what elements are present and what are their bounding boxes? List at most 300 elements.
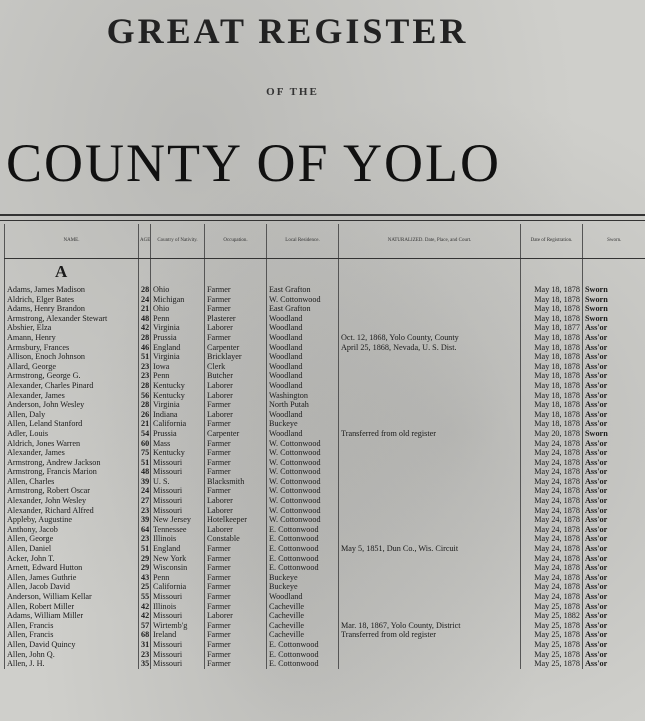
cell-country: Penn [151,314,205,324]
section-letter-row [5,259,645,286]
table-row [5,429,645,439]
cell-oath: Ass'or [583,477,645,487]
cell-residence: Woodland [267,314,339,324]
cell-occupation: Laborer [205,611,267,621]
table-row [5,295,645,305]
cell-country: Ohio [151,304,205,314]
table-row [5,582,645,592]
table-row [5,640,645,650]
cell-residence: E. Cottonwood [267,554,339,564]
table-row [5,448,645,458]
cell-residence: W. Cottonwood [267,477,339,487]
cell-oath: Ass'or [583,371,645,381]
cell-residence: E. Cottonwood [267,544,339,554]
cell-country: Missouri [151,592,205,602]
table-row [5,419,645,429]
cell-naturalized [339,304,521,314]
cell-name: Aldrich, Elger Bates [5,295,139,305]
cell-naturalized [339,515,521,525]
table-row [5,343,645,353]
cell-naturalized [339,486,521,496]
cell-country: Penn [151,573,205,583]
section-letter: A [5,259,139,286]
cell-residence: East Grafton [267,285,339,295]
cell-oath: Ass'or [583,621,645,631]
cell-name: Armstrong, Andrew Jackson [5,458,139,468]
cell-residence: Woodland [267,429,339,439]
cell-occupation: Farmer [205,295,267,305]
cell-oath: Sworn [583,295,645,305]
cell-oath: Ass'or [583,573,645,583]
cell-occupation: Farmer [205,640,267,650]
cell-oath: Ass'or [583,496,645,506]
cell-name: Allen, J. H. [5,659,139,669]
cell-oath: Ass'or [583,515,645,525]
cell-country: Penn [151,371,205,381]
cell-age: 28 [139,333,151,343]
cell-name: Allen, Francis [5,621,139,631]
cell-age: 56 [139,391,151,401]
cell-date: May 24, 1878 [521,573,583,583]
column-header: NAME. [5,224,139,259]
cell-country: Missouri [151,496,205,506]
cell-country: Kentucky [151,381,205,391]
cell-age: 23 [139,371,151,381]
cell-country: Prussia [151,333,205,343]
header-rule-thin [0,220,645,221]
column-header: AGE [139,224,151,259]
table-row [5,362,645,372]
cell-oath: Ass'or [583,352,645,362]
table-header-row [5,224,645,259]
cell-residence: Buckeye [267,419,339,429]
cell-oath: Ass'or [583,400,645,410]
cell-naturalized [339,458,521,468]
cell-country: Kentucky [151,391,205,401]
cell-name: Alexander, Charles Pinard [5,381,139,391]
cell-country: Ohio [151,285,205,295]
cell-oath: Sworn [583,314,645,324]
cell-naturalized [339,659,521,669]
table-row [5,314,645,324]
cell-residence: Woodland [267,352,339,362]
cell-oath: Ass'or [583,544,645,554]
cell-naturalized [339,391,521,401]
cell-name: Alexander, John Wesley [5,496,139,506]
table-row [5,496,645,506]
cell-naturalized [339,352,521,362]
cell-oath: Ass'or [583,410,645,420]
cell-oath: Ass'or [583,439,645,449]
cell-oath: Sworn [583,304,645,314]
cell-date: May 24, 1878 [521,515,583,525]
cell-residence: Woodland [267,323,339,333]
cell-name: Adams, Henry Brandon [5,304,139,314]
table-row [5,630,645,640]
cell-residence: W. Cottonwood [267,448,339,458]
table-row [5,323,645,333]
cell-residence: W. Cottonwood [267,467,339,477]
cell-oath: Ass'or [583,343,645,353]
cell-occupation: Laborer [205,496,267,506]
cell-oath: Ass'or [583,534,645,544]
cell-name: Alexander, James [5,448,139,458]
cell-occupation: Farmer [205,333,267,343]
cell-oath: Ass'or [583,323,645,333]
cell-age: 42 [139,602,151,612]
cell-date: May 18, 1878 [521,371,583,381]
cell-name: Amann, Henry [5,333,139,343]
cell-residence: Woodland [267,410,339,420]
cell-occupation: Hotelkeeper [205,515,267,525]
cell-country: Missouri [151,659,205,669]
cell-name: Adler, Louis [5,429,139,439]
cell-age: 23 [139,506,151,516]
table-row [5,621,645,631]
cell-oath: Ass'or [583,333,645,343]
cell-name: Allen, Leland Stanford [5,419,139,429]
cell-date: May 25, 1882 [521,611,583,621]
cell-oath: Ass'or [583,554,645,564]
cell-age: 57 [139,621,151,631]
cell-age: 46 [139,343,151,353]
cell-name: Abshier, Elza [5,323,139,333]
cell-occupation: Plasterer [205,314,267,324]
cell-country: New York [151,554,205,564]
cell-naturalized: Oct. 12, 1868, Yolo County, County [339,333,521,343]
cell-oath: Ass'or [583,362,645,372]
cell-country: Illinois [151,602,205,612]
cell-oath: Ass'or [583,659,645,669]
cell-name: Allen, James Guthrie [5,573,139,583]
cell-country: Missouri [151,611,205,621]
cell-oath: Ass'or [583,391,645,401]
cell-age: 51 [139,352,151,362]
cell-date: May 25, 1878 [521,659,583,669]
column-header: Country of Nativity. [151,224,205,259]
cell-date: May 25, 1878 [521,630,583,640]
table-row [5,477,645,487]
cell-naturalized [339,477,521,487]
cell-date: May 18, 1878 [521,285,583,295]
cell-oath: Ass'or [583,486,645,496]
cell-age: 75 [139,448,151,458]
cell-residence: W. Cottonwood [267,515,339,525]
cell-age: 26 [139,410,151,420]
cell-date: May 25, 1878 [521,640,583,650]
column-header: Date of Registration. [521,224,583,259]
table-row [5,381,645,391]
cell-date: May 24, 1878 [521,477,583,487]
cell-age: 29 [139,563,151,573]
cell-country: Missouri [151,458,205,468]
cell-occupation: Farmer [205,592,267,602]
table-row [5,659,645,669]
cell-naturalized [339,573,521,583]
cell-oath: Ass'or [583,602,645,612]
cell-residence: Buckeye [267,582,339,592]
cell-name: Armstrong, Robert Oscar [5,486,139,496]
cell-country: Indiana [151,410,205,420]
cell-country: Kentucky [151,448,205,458]
cell-occupation: Farmer [205,621,267,631]
cell-age: 24 [139,295,151,305]
cell-age: 23 [139,650,151,660]
cell-age: 28 [139,400,151,410]
cell-country: Missouri [151,640,205,650]
cell-occupation: Farmer [205,419,267,429]
cell-name: Allen, Daniel [5,544,139,554]
cell-country: England [151,544,205,554]
cell-residence: Cacheville [267,630,339,640]
cell-oath: Ass'or [583,563,645,573]
cell-date: May 25, 1878 [521,621,583,631]
cell-date: May 24, 1878 [521,525,583,535]
cell-name: Armstrong, Alexander Stewart [5,314,139,324]
cell-age: 21 [139,304,151,314]
cell-occupation: Farmer [205,400,267,410]
cell-oath: Ass'or [583,419,645,429]
cell-name: Allen, Robert Miller [5,602,139,612]
cell-age: 24 [139,486,151,496]
cell-country: Prussia [151,429,205,439]
cell-occupation: Farmer [205,563,267,573]
cell-oath: Ass'or [583,467,645,477]
cell-occupation: Farmer [205,458,267,468]
table-row [5,352,645,362]
cell-naturalized [339,554,521,564]
cell-name: Allen, Daly [5,410,139,420]
cell-age: 25 [139,582,151,592]
cell-country: California [151,419,205,429]
cell-naturalized [339,448,521,458]
cell-naturalized: Transferred from old register [339,429,521,439]
cell-occupation: Farmer [205,659,267,669]
cell-country: Missouri [151,506,205,516]
table-row [5,304,645,314]
cell-country: Tennessee [151,525,205,535]
cell-oath: Sworn [583,285,645,295]
cell-age: 28 [139,285,151,295]
cell-naturalized [339,563,521,573]
cell-residence: E. Cottonwood [267,659,339,669]
cell-name: Armsbury, Frances [5,343,139,353]
cell-date: May 18, 1878 [521,391,583,401]
table-row [5,515,645,525]
cell-residence: E. Cottonwood [267,563,339,573]
cell-date: May 18, 1878 [521,419,583,429]
cell-date: May 18, 1878 [521,410,583,420]
cell-residence: E. Cottonwood [267,640,339,650]
cell-date: May 25, 1878 [521,602,583,612]
table-row [5,400,645,410]
cell-name: Anderson, William Kellar [5,592,139,602]
table-row [5,371,645,381]
column-header: Local Residence. [267,224,339,259]
cell-naturalized [339,650,521,660]
cell-naturalized [339,371,521,381]
cell-age: 48 [139,467,151,477]
cell-occupation: Blacksmith [205,477,267,487]
cell-oath: Ass'or [583,611,645,621]
cell-country: U. S. [151,477,205,487]
cell-residence: W. Cottonwood [267,496,339,506]
cell-date: May 18, 1878 [521,352,583,362]
cell-occupation: Laborer [205,525,267,535]
cell-name: Adams, William Miller [5,611,139,621]
cell-age: 43 [139,573,151,583]
cell-date: May 24, 1878 [521,467,583,477]
cell-country: Mass [151,439,205,449]
cell-occupation: Farmer [205,573,267,583]
cell-naturalized [339,640,521,650]
cell-country: Wisconsin [151,563,205,573]
cell-name: Allen, George [5,534,139,544]
table-row [5,333,645,343]
cell-naturalized [339,314,521,324]
cell-date: May 18, 1878 [521,314,583,324]
cell-date: May 24, 1878 [521,592,583,602]
table-row [5,544,645,554]
cell-oath: Sworn [583,429,645,439]
cell-name: Allen, Charles [5,477,139,487]
cell-residence: W. Cottonwood [267,486,339,496]
cell-date: May 24, 1878 [521,506,583,516]
cell-naturalized [339,419,521,429]
cell-age: 68 [139,630,151,640]
cell-residence: E. Cottonwood [267,534,339,544]
cell-date: May 24, 1878 [521,458,583,468]
cell-name: Allen, Jacob David [5,582,139,592]
cell-naturalized: Transferred from old register [339,630,521,640]
cell-age: 60 [139,439,151,449]
cell-naturalized [339,400,521,410]
cell-residence: E. Cottonwood [267,650,339,660]
cell-country: Virginia [151,352,205,362]
cell-country: Missouri [151,467,205,477]
cell-oath: Ass'or [583,650,645,660]
cell-name: Allard, George [5,362,139,372]
cell-age: 39 [139,515,151,525]
cell-residence: Woodland [267,592,339,602]
cell-oath: Ass'or [583,630,645,640]
cell-naturalized [339,602,521,612]
cell-age: 23 [139,362,151,372]
cell-date: May 24, 1878 [521,554,583,564]
cell-occupation: Farmer [205,582,267,592]
table-row [5,439,645,449]
cell-naturalized [339,362,521,372]
cell-name: Aldrich, Jones Warren [5,439,139,449]
cell-name: Allen, Francis [5,630,139,640]
cell-naturalized [339,506,521,516]
cell-date: May 24, 1878 [521,486,583,496]
cell-residence: W. Cottonwood [267,439,339,449]
cell-occupation: Laborer [205,381,267,391]
cell-occupation: Farmer [205,439,267,449]
table-row [5,611,645,621]
table-row [5,486,645,496]
header-rule [0,214,645,216]
cell-residence: Washington [267,391,339,401]
cell-residence: Woodland [267,381,339,391]
cell-age: 35 [139,659,151,669]
cell-country: England [151,343,205,353]
cell-oath: Ass'or [583,506,645,516]
cell-age: 51 [139,458,151,468]
cell-name: Allen, John Q. [5,650,139,660]
cell-residence: W. Cottonwood [267,458,339,468]
cell-name: Allison, Enoch Johnson [5,352,139,362]
table-row [5,391,645,401]
cell-occupation: Farmer [205,448,267,458]
cell-name: Appleby, Augustine [5,515,139,525]
cell-occupation: Farmer [205,285,267,295]
cell-age: 28 [139,381,151,391]
table-row [5,467,645,477]
table-row [5,554,645,564]
column-header: Occupation. [205,224,267,259]
cell-date: May 18, 1878 [521,362,583,372]
cell-country: New Jersey [151,515,205,525]
table-row [5,573,645,583]
cell-age: 31 [139,640,151,650]
cell-oath: Ass'or [583,448,645,458]
cell-naturalized [339,611,521,621]
cell-oath: Ass'or [583,458,645,468]
cell-date: May 18, 1878 [521,333,583,343]
cell-naturalized [339,496,521,506]
table-row [5,563,645,573]
cell-country: California [151,582,205,592]
cell-naturalized: April 25, 1868, Nevada, U. S. Dist. [339,343,521,353]
cell-residence: Buckeye [267,573,339,583]
cell-naturalized [339,467,521,477]
cell-name: Arnett, Edward Hutton [5,563,139,573]
cell-oath: Ass'or [583,381,645,391]
cell-occupation: Farmer [205,304,267,314]
cell-occupation: Farmer [205,467,267,477]
cell-country: Iowa [151,362,205,372]
cell-country: Michigan [151,295,205,305]
cell-country: Ireland [151,630,205,640]
cell-residence: North Putah [267,400,339,410]
table-row [5,650,645,660]
cell-occupation: Carpenter [205,343,267,353]
cell-occupation: Laborer [205,506,267,516]
cell-occupation: Carpenter [205,429,267,439]
cell-name: Anderson, John Wesley [5,400,139,410]
cell-oath: Ass'or [583,640,645,650]
cell-age: 21 [139,419,151,429]
cell-date: May 24, 1878 [521,496,583,506]
table-row [5,534,645,544]
cell-occupation: Farmer [205,486,267,496]
cell-occupation: Bricklayer [205,352,267,362]
column-header: Sworn. [583,224,645,259]
cell-residence: Woodland [267,343,339,353]
cell-country: Missouri [151,486,205,496]
cell-name: Allen, David Quincy [5,640,139,650]
table-row [5,592,645,602]
cell-date: May 24, 1878 [521,563,583,573]
cell-name: Acker, John T. [5,554,139,564]
cell-date: May 18, 1878 [521,295,583,305]
cell-date: May 25, 1878 [521,650,583,660]
table-row [5,525,645,535]
cell-country: Illinois [151,534,205,544]
title-county-of-yolo: COUNTY OF YOLO [6,133,501,193]
